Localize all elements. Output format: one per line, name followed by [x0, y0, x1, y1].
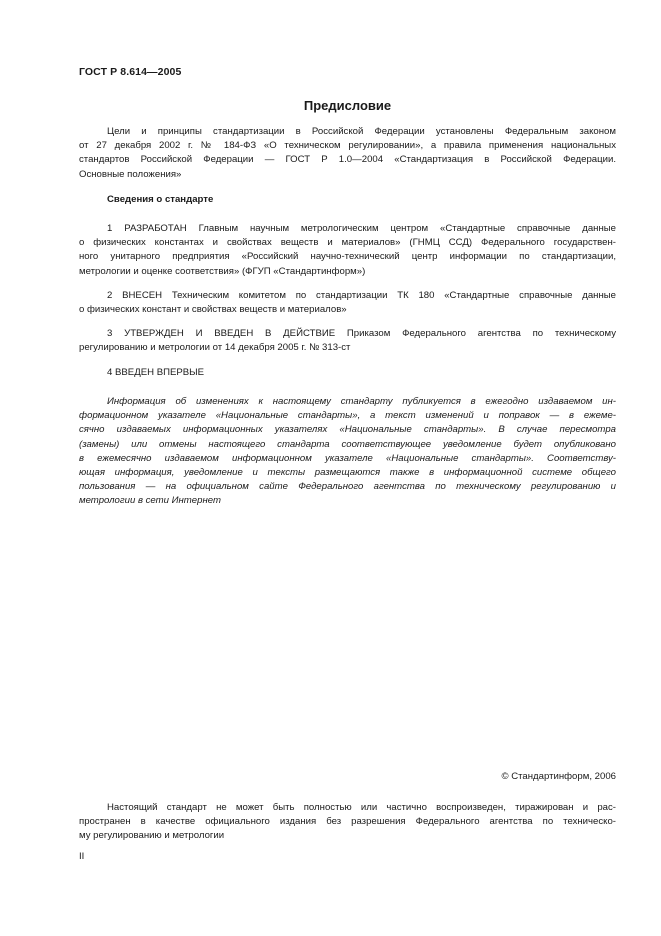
- intro-line: от 27 декабря 2002 г. № 184-ФЗ «О техническом регулировании», а правила применения национальных: [79, 140, 616, 152]
- info-line: Информация об изменениях к настоящему стандарту публикуется в ежегодно издаваемом ин-: [107, 396, 616, 407]
- info-line: пользования — на официальном сайте Федерального агентства по техническому регулированию и: [79, 481, 616, 493]
- notice-line: пространен в качестве официального издания без разрешения Федерального агентства по техническо-: [79, 816, 616, 828]
- item-2-line: 2 ВНЕСЕН Техническим комитетом по стандартизации ТК 180 «Стандартные справочные данные: [107, 290, 616, 301]
- reproduction-notice: [79, 801, 616, 844]
- item-1-line: о физических константах и свойствах веществ и материалов» (ГНМЦ ССД) Федерального государствен-: [79, 237, 616, 249]
- info-line: (замены) или отмены настоящего стандарта соответствующее уведомление будет опубликовано: [79, 438, 616, 450]
- item-1-paragraph: [79, 222, 616, 279]
- info-line: формационном указателе «Национальные стандарты», а текст изменений и поправок — в ежеме-: [79, 410, 616, 422]
- page-number: II: [79, 851, 85, 862]
- notice-line: му регулированию и метрологии: [79, 830, 225, 842]
- item-1-line: 1 РАЗРАБОТАН Главным научным метрологическим центром «Стандартные справочные данные: [107, 223, 616, 234]
- copyright-notice: © Стандартинформ, 2006: [501, 771, 616, 782]
- section-subtitle: Сведения о стандарте: [107, 194, 214, 205]
- intro-line: Основные положения»: [79, 168, 182, 180]
- document-code: ГОСТ Р 8.614—2005: [79, 66, 182, 78]
- info-line: метрологии в сети Интернет: [79, 495, 221, 507]
- item-4-line: 4 ВВЕДЕН ВПЕРВЫЕ: [107, 367, 205, 378]
- item-2-line: о физических констант и свойствах веществ и материалов»: [79, 304, 347, 316]
- info-line: сячно издаваемых информационных указателях «Национальные стандарты». В случае пересмотра: [79, 424, 616, 436]
- intro-paragraph: [79, 125, 616, 182]
- item-1-line: ного унитарного предприятия «Российский научно-технический центр информации по стандартизации,: [79, 251, 616, 263]
- item-1-line: метрологии и оценке соответствия» (ФГУП «Стандартинформ»): [79, 265, 366, 277]
- item-3-paragraph: [79, 327, 616, 355]
- item-3-line: регулированию и метрологии от 14 декабря 2005 г. № 313-ст: [79, 342, 351, 354]
- item-3-line: 3 УТВЕРЖДЕН И ВВЕДЕН В ДЕЙСТВИЕ Приказом Федерального агентства по техническому: [107, 328, 616, 339]
- info-line: в ежемесячно издаваемом информационном указателе «Национальные стандарты». Соответству-: [79, 452, 616, 464]
- item-4-paragraph: [79, 366, 616, 380]
- intro-line: стандартов Российской Федерации — ГОСТ Р 1.0—2004 «Стандартизация в Российской Федерации.: [79, 154, 616, 166]
- page-title: Предисловие: [303, 98, 392, 113]
- info-paragraph: [79, 395, 616, 509]
- notice-line: Настоящий стандарт не может быть полностью или частично воспроизведен, тиражирован и рас-: [107, 802, 616, 813]
- intro-line: Цели и принципы стандартизации в Российской Федерации установлены Федеральным законом: [107, 126, 616, 137]
- item-2-paragraph: [79, 289, 616, 317]
- info-line: ющая информация, уведомление и тексты размещаются также в информационной системе общего: [79, 467, 616, 479]
